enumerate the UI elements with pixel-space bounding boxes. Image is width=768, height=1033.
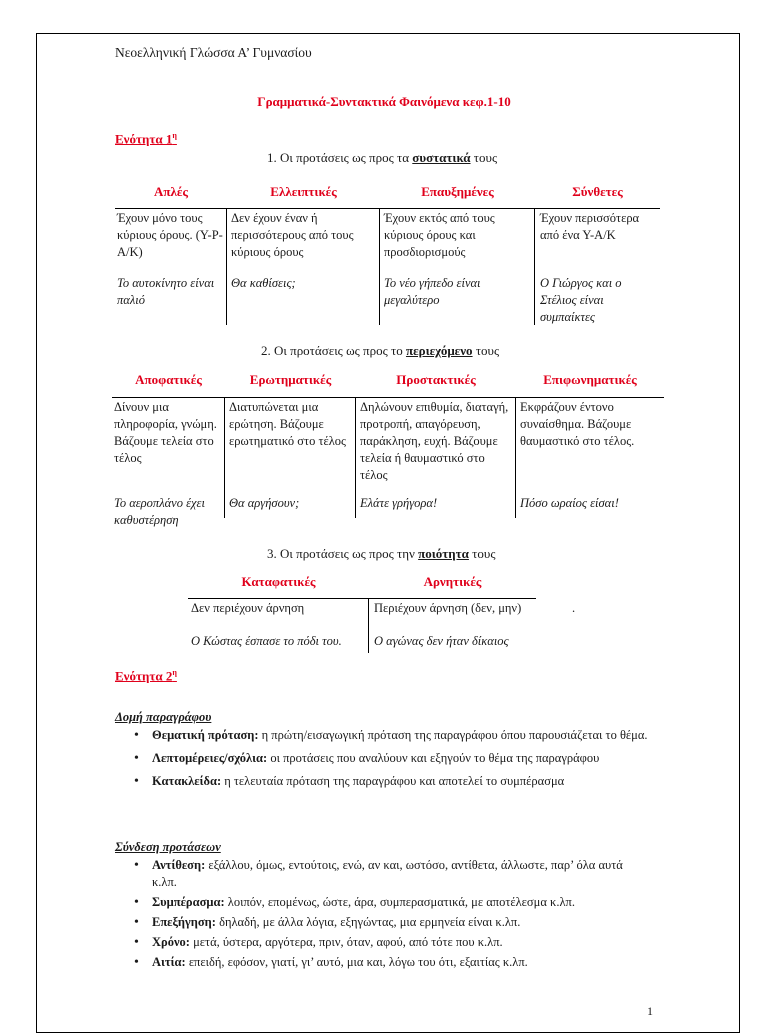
t1-desc-3: Έχουν εκτός από τους κύριους όρους και προσδιορισμούς (384, 211, 495, 259)
t1-header-4: Σύνθετες (572, 184, 623, 199)
list-item: • Συμπέρασμα: λοιπόν, επομένως, ώστε, άρα, συμπερασματικά, με αποτέλεσμα κ.λπ. (130, 894, 650, 911)
t2-header-4: Επιφωνηματικές (543, 372, 637, 387)
question-2: 2. Οι προτάσεις ως προς το περιεχόμενο τους (261, 343, 500, 358)
t2-desc-4: Εκφράζουν έντονο συναίσθημα. Βάζουμε θαυμαστικό στο τέλος. (520, 400, 635, 448)
t1-desc-4: Έχουν περισσότερα από ένα Υ-Α/Κ (540, 211, 640, 242)
t2-example-3: Ελάτε γρήγορα! (360, 496, 438, 510)
t2-divider (355, 397, 356, 518)
list-item: • Χρόνο: μετά, ύστερα, αργότερα, πριν, όταν, αφού, από τότε που κ.λπ. (130, 934, 650, 951)
t2-desc-2: Διατυπώνεται μια ερώτηση. Βάζουμε ερωτηματικό στο τέλος (229, 400, 346, 448)
page-title: Γραμματικά-Συντακτικά Φαινόμενα κεφ.1-10 (257, 94, 511, 109)
t1-header-2: Ελλειπτικές (270, 184, 337, 199)
t3-desc-1: Δεν περιέχουν άρνηση (191, 601, 305, 615)
list-item: • Αντίθεση: εξάλλου, όμως, εντούτοις, ενώ, αν και, ωστόσο, αντίθετα, άλλωστε, παρ’ όλα αυτά κ.λπ. (130, 857, 650, 891)
t2-header-1: Αποφατικές (135, 372, 202, 387)
t1-divider (379, 208, 380, 325)
t1-desc-1: Έχουν μόνο τους κύριους όρους. (Υ-Ρ-Α/Κ) (117, 211, 223, 259)
t1-example-4: Ο Γιώργος και ο Στέλιος είναι συμπαίκτες (540, 276, 622, 324)
t3-divider (368, 598, 369, 653)
list-item: • Λεπτομέρειες/σχόλια: οι προτάσεις που αναλύουν και εξηγούν το θέμα της παραγράφου (130, 750, 660, 767)
t1-example-1: Το αυτοκίνητο είναι παλιό (117, 276, 215, 307)
page-number: 1 (647, 1004, 653, 1018)
t1-example-2: Θα καθίσεις; (231, 276, 296, 290)
t1-header-1: Απλές (154, 184, 188, 199)
t2-desc-3: Δηλώνουν επιθυμία, διαταγή, προτροπή, απαγόρευση, παράκληση, ευχή. Βάζουμε τελεία ή θαυμαστικό στο τέλος (360, 400, 509, 482)
t2-header-2: Ερωτηματικές (249, 372, 332, 387)
t3-example-2: Ο αγώνας δεν ήταν δίκαιος (374, 634, 509, 648)
t2-divider (515, 397, 516, 518)
t3-desc-2: Περιέχουν άρνηση (δεν, μην) (374, 601, 522, 615)
t1-divider (226, 208, 227, 325)
t2-top-rule (112, 397, 664, 398)
t1-divider (534, 208, 535, 325)
list-item: • Θεματική πρόταση: η πρώτη/εισαγωγική πρόταση της παραγράφου όπου παρουσιάζεται το θέμα. (130, 727, 660, 744)
t3-header-2: Αρνητικές (423, 574, 482, 589)
t3-example-1: Ο Κώστας έσπασε το πόδι του. (191, 634, 342, 648)
t2-header-3: Προστακτικές (396, 372, 476, 387)
linking-list (130, 857, 650, 974)
t1-header-3: Επαυξημένες (421, 184, 494, 199)
t1-top-rule (115, 208, 660, 209)
t1-desc-2: Δεν έχουν έναν ή περισσότερους από τους κύριους όρους (231, 211, 354, 259)
t3-header-1: Καταφατικές (241, 574, 316, 589)
structure-heading: Δομή παραγράφου (115, 710, 212, 724)
t2-example-2: Θα αργήσουν; (229, 496, 300, 510)
t2-example-4: Πόσο ωραίος είσαι! (520, 496, 619, 510)
list-item: • Κατακλείδα: η τελευταία πρόταση της παραγράφου και αποτελεί το συμπέρασμα (130, 773, 660, 790)
list-item: • Αιτία: επειδή, εφόσον, γιατί, γι’ αυτό, μια και, λόγω του ότι, εξαιτίας κ.λπ. (130, 954, 650, 971)
t3-dot: . (572, 601, 576, 615)
document-header: Νεοελληνική Γλώσσα Α’ Γυμνασίου (115, 45, 312, 60)
unit2-label: Ενότητα $2^\eta$ (115, 668, 177, 684)
t2-example-1: Το αεροπλάνο έχει καθυστέρηση (114, 496, 205, 527)
t3-top-rule (188, 598, 536, 599)
structure-list (130, 727, 660, 796)
unit1-label: Ενότητα $1^\eta$ (115, 131, 177, 147)
linking-heading: Σύνδεση προτάσεων (115, 840, 221, 854)
t2-divider (224, 397, 225, 518)
t1-example-3: Το νέο γήπεδο είναι μεγαλύτερο (384, 276, 481, 307)
question-1: 1. Οι προτάσεις ως προς τα συστατικά τους (267, 150, 498, 165)
list-item: • Επεξήγηση: δηλαδή, με άλλα λόγια, εξηγώντας, μια ερμηνεία είναι κ.λπ. (130, 914, 650, 931)
question-3: 3. Οι προτάσεις ως προς την ποιότητα τους (267, 546, 496, 561)
t2-desc-1: Δίνουν μια πληροφορία, γνώμη. Βάζουμε τελεία στο τέλος (114, 400, 217, 465)
